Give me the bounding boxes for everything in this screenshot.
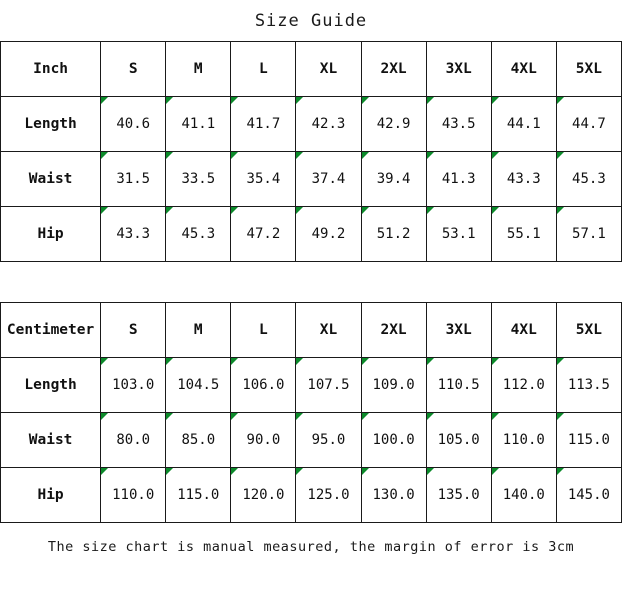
cell-value: 40.6 bbox=[101, 97, 166, 152]
page-title: Size Guide bbox=[254, 11, 368, 31]
cell-value: 110.0 bbox=[491, 413, 556, 468]
cell-value: 45.3 bbox=[556, 152, 621, 207]
cell-value: 85.0 bbox=[166, 413, 231, 468]
cell-value: 51.2 bbox=[361, 207, 426, 262]
cell-value: 39.4 bbox=[361, 152, 426, 207]
cell-value: 57.1 bbox=[556, 207, 621, 262]
cell-value: 45.3 bbox=[166, 207, 231, 262]
column-header-size: 4XL bbox=[491, 42, 556, 97]
size-table-centimeter bbox=[0, 302, 622, 523]
table-row bbox=[1, 207, 622, 262]
cell-value: 31.5 bbox=[101, 152, 166, 207]
cell-value: 106.0 bbox=[231, 358, 296, 413]
cell-value: 107.5 bbox=[296, 358, 361, 413]
table-spacer bbox=[0, 262, 622, 302]
row-label-hip: Hip bbox=[1, 468, 101, 523]
column-header-size: XL bbox=[296, 42, 361, 97]
row-label-waist: Waist bbox=[1, 413, 101, 468]
column-header-size: 3XL bbox=[426, 303, 491, 358]
cell-value: 42.9 bbox=[361, 97, 426, 152]
table-row bbox=[1, 358, 622, 413]
table-row bbox=[1, 468, 622, 523]
row-label-length: Length bbox=[1, 97, 101, 152]
cell-value: 110.5 bbox=[426, 358, 491, 413]
cell-value: 95.0 bbox=[296, 413, 361, 468]
cell-value: 112.0 bbox=[491, 358, 556, 413]
cell-value: 49.2 bbox=[296, 207, 361, 262]
cell-value: 53.1 bbox=[426, 207, 491, 262]
cell-value: 135.0 bbox=[426, 468, 491, 523]
cell-value: 80.0 bbox=[101, 413, 166, 468]
table-header-row bbox=[1, 303, 622, 358]
cell-value: 90.0 bbox=[231, 413, 296, 468]
row-label-hip: Hip bbox=[1, 207, 101, 262]
column-header-size: M bbox=[166, 303, 231, 358]
cell-value: 37.4 bbox=[296, 152, 361, 207]
cell-value: 125.0 bbox=[296, 468, 361, 523]
cell-value: 140.0 bbox=[491, 468, 556, 523]
cell-value: 104.5 bbox=[166, 358, 231, 413]
cell-value: 44.7 bbox=[556, 97, 621, 152]
cell-value: 115.0 bbox=[166, 468, 231, 523]
footer-note: The size chart is manual measured, the margin of error is 3cm bbox=[47, 539, 575, 555]
cell-value: 41.1 bbox=[166, 97, 231, 152]
column-header-size: L bbox=[231, 42, 296, 97]
column-header-size: 2XL bbox=[361, 303, 426, 358]
column-header-size: 3XL bbox=[426, 42, 491, 97]
unit-label-inch: Inch bbox=[1, 42, 101, 97]
table-header-row bbox=[1, 42, 622, 97]
cell-value: 115.0 bbox=[556, 413, 621, 468]
row-label-length: Length bbox=[1, 358, 101, 413]
cell-value: 120.0 bbox=[231, 468, 296, 523]
cell-value: 43.5 bbox=[426, 97, 491, 152]
cell-value: 103.0 bbox=[101, 358, 166, 413]
cell-value: 43.3 bbox=[491, 152, 556, 207]
cell-value: 110.0 bbox=[101, 468, 166, 523]
cell-value: 105.0 bbox=[426, 413, 491, 468]
column-header-size: L bbox=[231, 303, 296, 358]
cell-value: 47.2 bbox=[231, 207, 296, 262]
cell-value: 113.5 bbox=[556, 358, 621, 413]
column-header-size: M bbox=[166, 42, 231, 97]
cell-value: 41.3 bbox=[426, 152, 491, 207]
unit-label-centimeter: Centimeter bbox=[1, 303, 101, 358]
cell-value: 145.0 bbox=[556, 468, 621, 523]
column-header-size: XL bbox=[296, 303, 361, 358]
table-row bbox=[1, 413, 622, 468]
cell-value: 33.5 bbox=[166, 152, 231, 207]
cell-value: 55.1 bbox=[491, 207, 556, 262]
column-header-size: 4XL bbox=[491, 303, 556, 358]
cell-value: 44.1 bbox=[491, 97, 556, 152]
column-header-size: 5XL bbox=[556, 303, 621, 358]
column-header-size: 2XL bbox=[361, 42, 426, 97]
table-row bbox=[1, 152, 622, 207]
cell-value: 43.3 bbox=[101, 207, 166, 262]
column-header-size: 5XL bbox=[556, 42, 621, 97]
row-label-waist: Waist bbox=[1, 152, 101, 207]
column-header-size: S bbox=[101, 42, 166, 97]
cell-value: 130.0 bbox=[361, 468, 426, 523]
size-table-inch bbox=[0, 41, 622, 262]
cell-value: 41.7 bbox=[231, 97, 296, 152]
cell-value: 109.0 bbox=[361, 358, 426, 413]
cell-value: 100.0 bbox=[361, 413, 426, 468]
cell-value: 35.4 bbox=[231, 152, 296, 207]
table-row bbox=[1, 97, 622, 152]
cell-value: 42.3 bbox=[296, 97, 361, 152]
column-header-size: S bbox=[101, 303, 166, 358]
